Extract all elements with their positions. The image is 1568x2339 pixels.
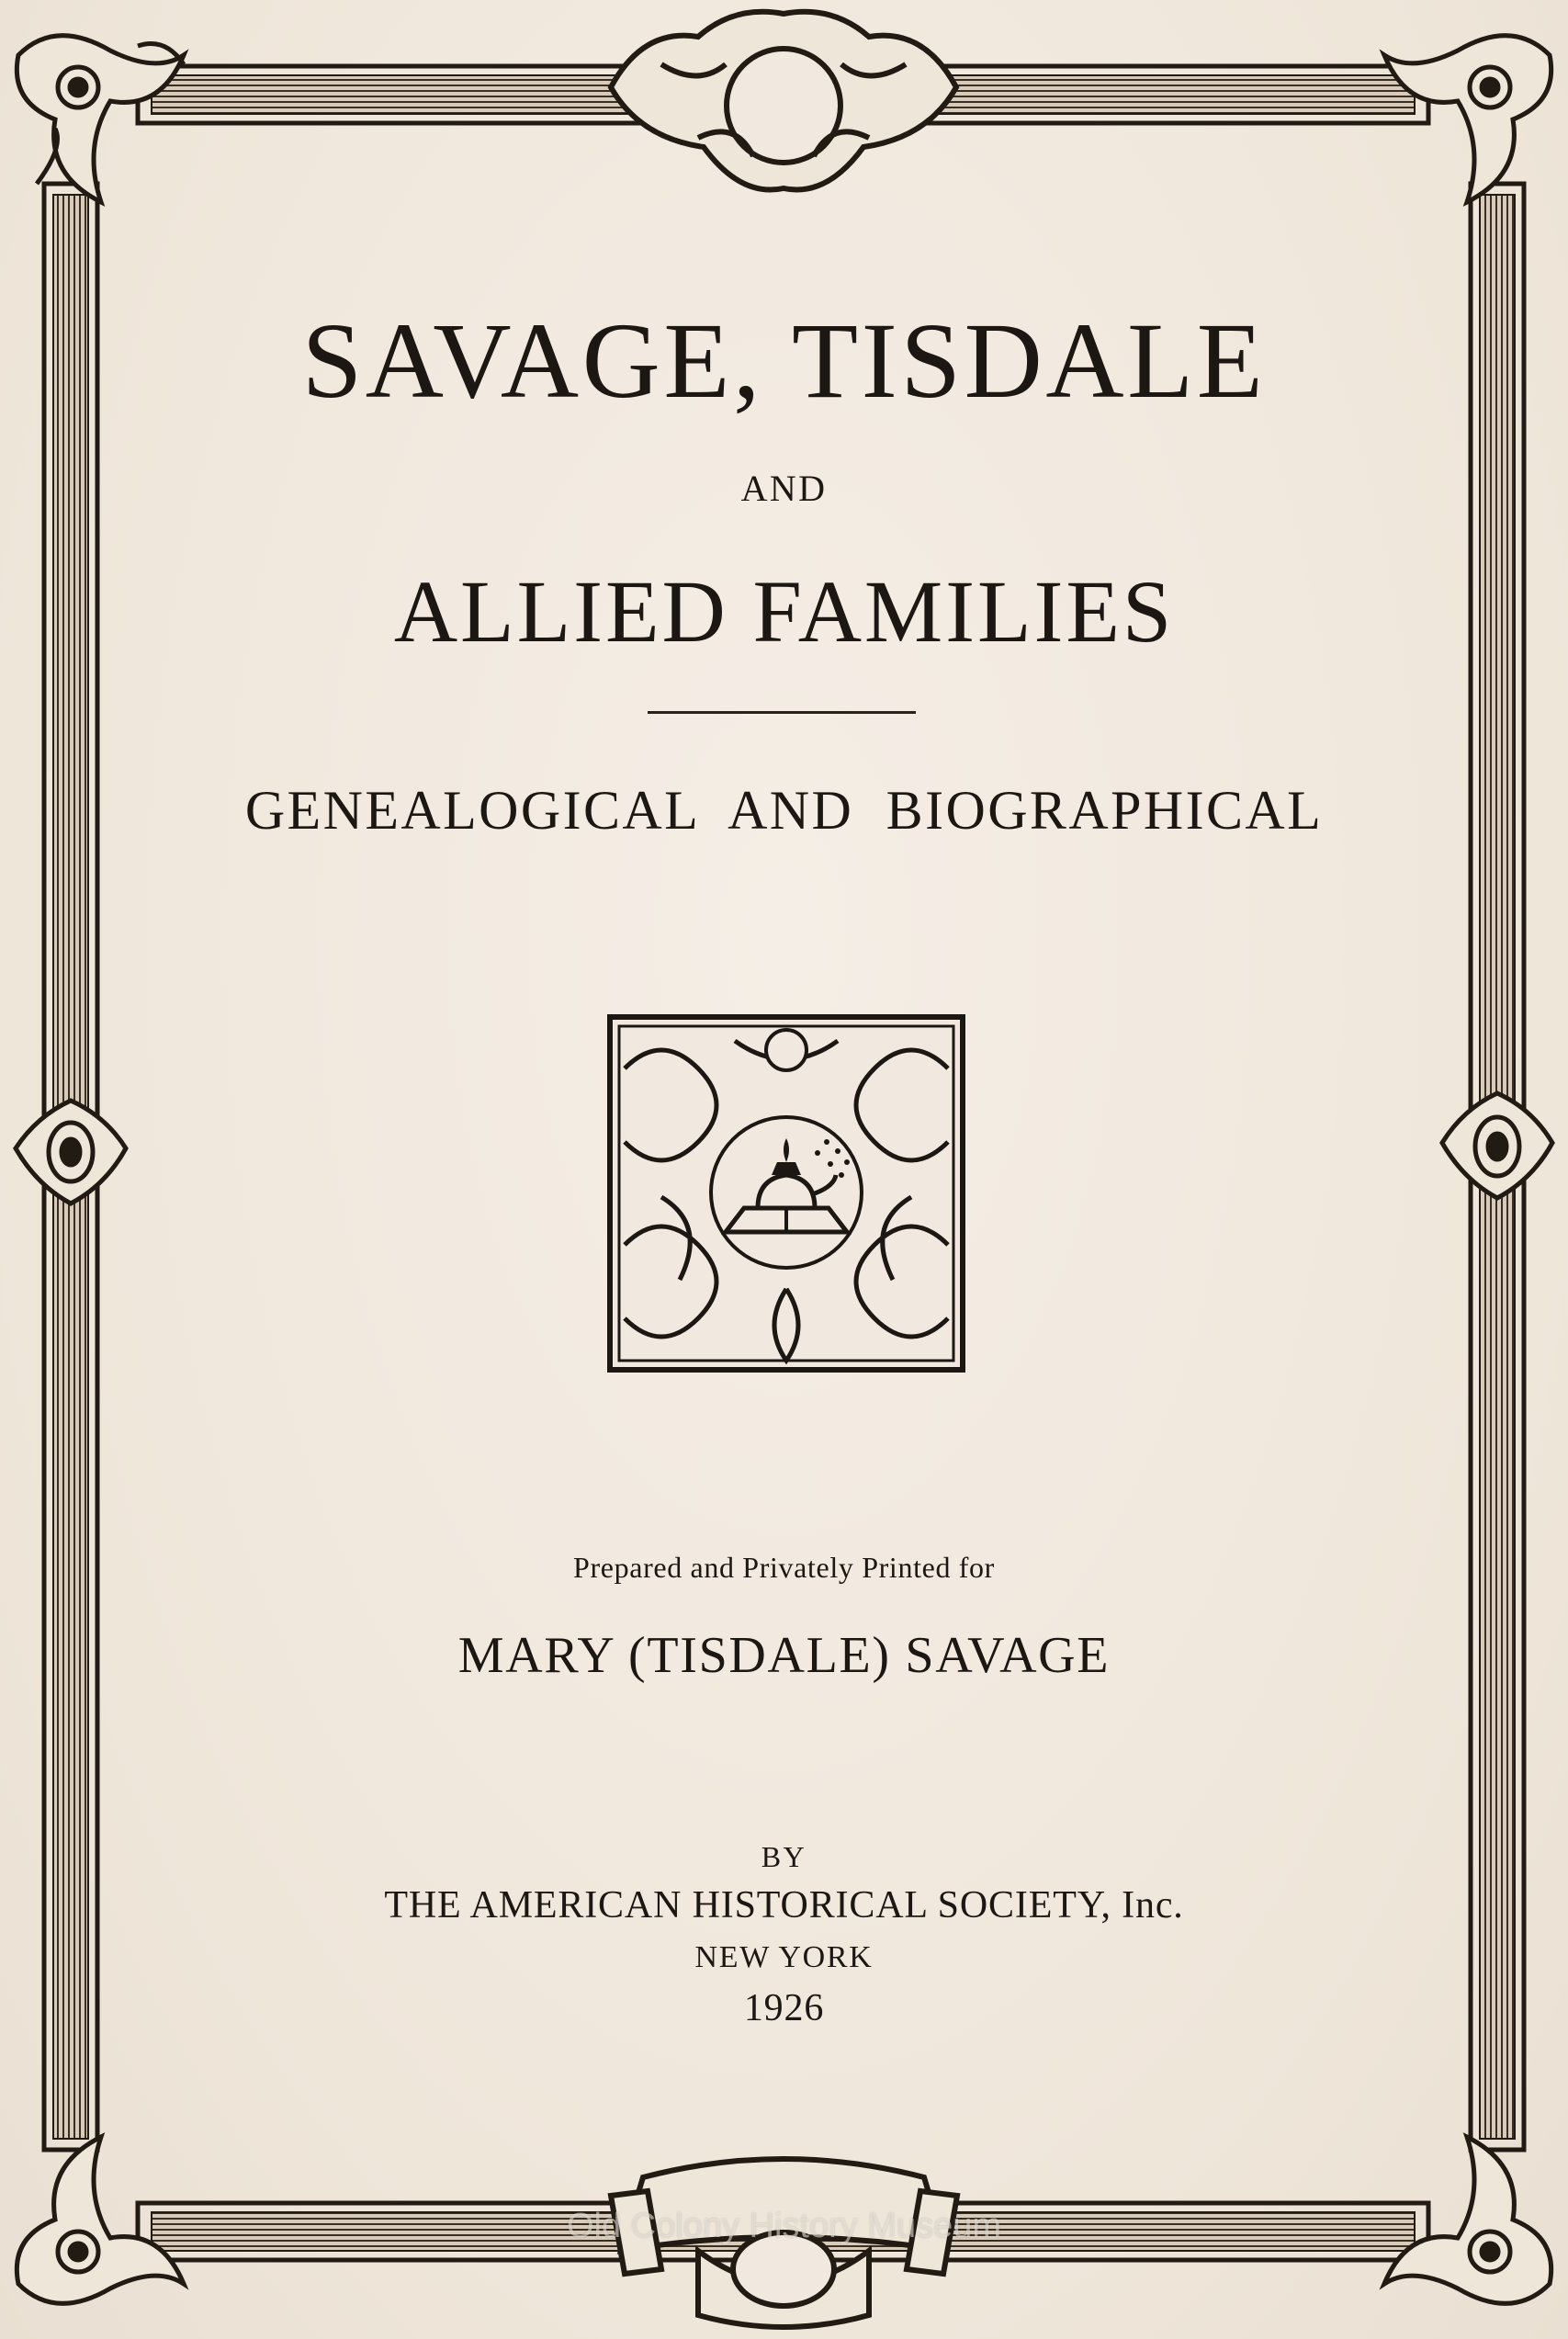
rosette-left-icon bbox=[16, 1101, 126, 1203]
publication-year: 1926 bbox=[743, 1987, 825, 2029]
lamp-and-book-ornament-icon bbox=[606, 1013, 966, 1373]
recipient-name: MARY (TISDALE) SAVAGE bbox=[457, 1627, 1111, 1684]
prepared-for-line: Prepared and Privately Printed for bbox=[573, 1551, 995, 1584]
title-connector: AND bbox=[740, 468, 828, 509]
subtitle: GENEALOGICAL AND BIOGRAPHICAL bbox=[244, 780, 1324, 841]
imprint-by: BY bbox=[761, 1840, 807, 1873]
publisher-city: NEW YORK bbox=[694, 1940, 874, 1974]
rosette-right-icon bbox=[1442, 1093, 1552, 1198]
top-cartouche-icon bbox=[611, 12, 956, 190]
title-line-2: ALLIED FAMILIES bbox=[393, 562, 1175, 661]
corner-ornament-top-right-icon bbox=[1384, 36, 1551, 202]
corner-ornament-top-left-icon bbox=[17, 36, 184, 202]
museum-watermark: Old Colony History Museum bbox=[566, 2207, 1002, 2245]
title-line-1: SAVAGE, TISDALE bbox=[301, 300, 1267, 421]
title-rule-divider bbox=[648, 711, 916, 714]
publisher-name: THE AMERICAN HISTORICAL SOCIETY, Inc. bbox=[384, 1884, 1184, 1927]
